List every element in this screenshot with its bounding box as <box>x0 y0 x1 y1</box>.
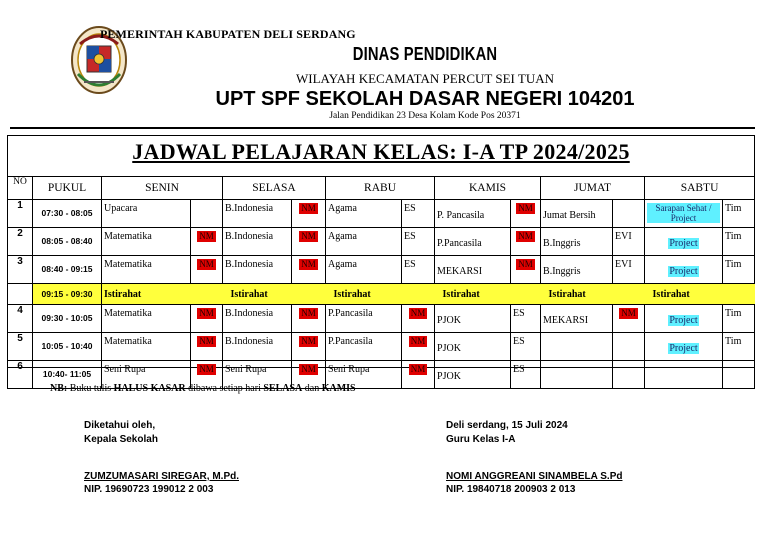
teacher-cell <box>292 333 326 361</box>
break-label: Istirahat <box>223 284 326 305</box>
teacher-cell: EVI <box>613 228 645 256</box>
teacher-cell <box>613 333 645 361</box>
project-label: Project <box>669 237 698 249</box>
header-divider <box>10 127 755 129</box>
department-name: DINAS PENDIDIKAN <box>352 44 498 64</box>
teacher-code-badge: NM <box>410 336 426 346</box>
period-time: 08:05 - 08:40 <box>33 228 102 256</box>
teacher-code-badge: NM <box>410 364 426 374</box>
subject-cell: Seni Rupa <box>223 361 292 389</box>
government-name: PEMERINTAH KABUPATEN DELI SERDANG <box>100 27 356 41</box>
subject-cell <box>645 200 723 228</box>
period-time: 09:30 - 10:05 <box>33 305 102 333</box>
teacher-cell: ES <box>511 361 541 389</box>
teacher-code-badge: NM <box>199 308 214 318</box>
col-header-day: SELASA <box>223 177 326 200</box>
subject-cell: B.Inggris <box>541 228 613 256</box>
subject-cell <box>645 361 723 389</box>
subject-cell <box>645 333 723 361</box>
teacher-cell <box>402 361 435 389</box>
break-row <box>8 284 755 305</box>
table-row <box>8 256 755 284</box>
subject-cell: P.Pancasila <box>435 228 511 256</box>
subject-cell: Agama <box>326 228 402 256</box>
period-number: 3 <box>8 256 33 284</box>
subject-cell: B.Inggris <box>541 256 613 284</box>
note-emphasis: SELASA <box>263 383 303 394</box>
col-header-day: SENIN <box>102 177 223 200</box>
break-label: Istirahat <box>645 284 755 305</box>
teacher-cell: Tim <box>723 256 755 284</box>
teacher-cell: Tim <box>723 333 755 361</box>
teacher-code-badge: NM <box>301 203 316 213</box>
subject-cell: P.Pancasila <box>326 333 402 361</box>
teacher-code-badge: NM <box>301 259 316 269</box>
subject-cell: Jumat Bersih <box>541 200 613 228</box>
teacher-cell: ES <box>511 305 541 333</box>
table-row <box>8 200 755 228</box>
col-header-no: NO <box>8 177 33 200</box>
subject-cell: Matematika <box>102 228 191 256</box>
teacher-cell <box>191 256 223 284</box>
subject-cell: B.Indonesia <box>223 228 292 256</box>
period-number: 6 <box>8 361 33 389</box>
teacher-code-badge: NM <box>199 231 214 241</box>
note-text: dan <box>302 383 322 394</box>
region-name: WILAYAH KECAMATAN PERCUT SEI TUAN <box>295 71 554 86</box>
subject-cell: P. Pancasila <box>435 200 511 228</box>
break-time: 09:15 - 09:30 <box>33 284 102 305</box>
teacher-cell: ES <box>402 256 435 284</box>
left-signature-line1: Diketahui oleh, <box>84 420 156 431</box>
teacher-cell: ES <box>511 333 541 361</box>
period-number: 2 <box>8 228 33 256</box>
project-label: Sarapan Sehat / Project <box>647 203 720 223</box>
note-text: dibawa setiap hari <box>185 383 264 394</box>
note-emphasis: HALUS KASAR <box>113 383 186 394</box>
break-label: Istirahat <box>102 284 223 305</box>
teacher-cell: Tim <box>723 200 755 228</box>
note <box>50 383 356 394</box>
teacher-cell <box>402 305 435 333</box>
subject-cell: Agama <box>326 200 402 228</box>
teacher-cell <box>402 333 435 361</box>
teacher-cell <box>511 256 541 284</box>
subject-cell: B.Indonesia <box>223 333 292 361</box>
school-name: UPT SPF SEKOLAH DASAR NEGERI 104201 <box>215 88 635 110</box>
break-label: Istirahat <box>541 284 645 305</box>
schedule-title: JADWAL PELAJARAN KELAS: I-A TP 2024/2025 <box>132 139 630 164</box>
subject-cell: Upacara <box>102 200 191 228</box>
subject-cell <box>541 333 613 361</box>
schedule-table <box>7 176 755 389</box>
subject-cell <box>541 361 613 389</box>
subject-cell: PJOK <box>435 305 511 333</box>
subject-cell <box>645 228 723 256</box>
period-time: 07:30 - 08:05 <box>33 200 102 228</box>
right-signature-date: Deli serdang, 15 Juli 2024 <box>446 420 568 431</box>
table-row <box>8 228 755 256</box>
teacher-cell <box>511 228 541 256</box>
subject-cell: PJOK <box>435 333 511 361</box>
right-signature-role: Guru Kelas I-A <box>446 434 516 445</box>
subject-cell: Seni Rupa <box>102 361 191 389</box>
table-row <box>8 305 755 333</box>
teacher-code-badge: NM <box>518 259 533 269</box>
teacher-code-badge: NM <box>518 231 533 241</box>
col-header-day: JUMAT <box>541 177 645 200</box>
teacher-code-badge: NM <box>301 308 316 318</box>
subject-cell: Matematika <box>102 333 191 361</box>
col-header-day: SABTU <box>645 177 755 200</box>
subject-cell: B.Indonesia <box>223 305 292 333</box>
subject-cell: MEKARSI <box>435 256 511 284</box>
teacher-cell <box>191 228 223 256</box>
project-label: Project <box>669 342 698 354</box>
teacher-cell <box>292 228 326 256</box>
teacher-code-badge: NM <box>199 336 214 346</box>
teacher-cell: Tim <box>723 228 755 256</box>
period-time: 10:40- 11:05 <box>33 361 102 389</box>
col-header-day: KAMIS <box>435 177 541 200</box>
school-address: Jalan Pendidikan 23 Desa Kolam Kode Pos 20371 <box>329 111 521 121</box>
subject-cell: Seni Rupa <box>326 361 402 389</box>
note-text: Buku tulis <box>67 383 114 394</box>
teacher-cell: Tim <box>723 305 755 333</box>
teacher-cell <box>292 200 326 228</box>
teacher-code-badge: NM <box>621 308 636 318</box>
teacher-code-badge: NM <box>518 203 533 213</box>
period-time: 10:05 - 10:40 <box>33 333 102 361</box>
teacher-cell <box>191 200 223 228</box>
project-label: Project <box>669 265 698 277</box>
left-signature-role: Kepala Sekolah <box>84 434 158 445</box>
subject-cell: Agama <box>326 256 402 284</box>
subject-cell: P.Pancasila <box>326 305 402 333</box>
period-time: 08:40 - 09:15 <box>33 256 102 284</box>
table-row <box>8 333 755 361</box>
break-number-cell <box>8 284 33 305</box>
note-emphasis: KAMIS <box>321 383 356 394</box>
project-label: Project <box>669 314 698 326</box>
teacher-cell: EVI <box>613 256 645 284</box>
right-signature-name: NOMI ANGGREANI SINAMBELA S.Pd <box>446 471 623 482</box>
table-header-row <box>8 177 755 200</box>
teacher-cell <box>191 333 223 361</box>
teacher-code-badge: NM <box>301 231 316 241</box>
col-header-time: PUKUL <box>33 177 102 200</box>
schedule-grid <box>7 176 755 389</box>
break-label: Istirahat <box>326 284 435 305</box>
note-prefix: NB: <box>50 383 68 394</box>
teacher-cell <box>613 200 645 228</box>
teacher-cell <box>292 305 326 333</box>
period-number: 1 <box>8 200 33 228</box>
teacher-code-badge: NM <box>199 259 214 269</box>
col-header-day: RABU <box>326 177 435 200</box>
subject-cell: PJOK <box>435 361 511 389</box>
teacher-code-badge: NM <box>410 308 426 318</box>
teacher-cell <box>292 256 326 284</box>
teacher-code-badge: NM <box>301 364 316 374</box>
teacher-cell <box>613 361 645 389</box>
subject-cell: B.Indonesia <box>223 256 292 284</box>
teacher-code-badge: NM <box>301 336 316 346</box>
teacher-cell <box>613 305 645 333</box>
teacher-cell: ES <box>402 228 435 256</box>
teacher-cell <box>191 305 223 333</box>
subject-cell: B.Indonesia <box>223 200 292 228</box>
subject-cell <box>645 256 723 284</box>
subject-cell: Matematika <box>102 305 191 333</box>
subject-cell <box>645 305 723 333</box>
teacher-cell <box>723 361 755 389</box>
teacher-cell <box>511 200 541 228</box>
period-number: 4 <box>8 305 33 333</box>
break-label: Istirahat <box>435 284 541 305</box>
teacher-code-badge: NM <box>199 364 214 374</box>
left-signature-nip: NIP. 19690723 199012 2 003 <box>84 484 214 495</box>
subject-cell: Matematika <box>102 256 191 284</box>
teacher-cell: ES <box>402 200 435 228</box>
subject-cell: MEKARSI <box>541 305 613 333</box>
left-signature-name: ZUMZUMASARI SIREGAR, M.Pd. <box>84 471 239 482</box>
right-signature-nip: NIP. 19840718 200903 2 013 <box>446 484 576 495</box>
period-number: 5 <box>8 333 33 361</box>
